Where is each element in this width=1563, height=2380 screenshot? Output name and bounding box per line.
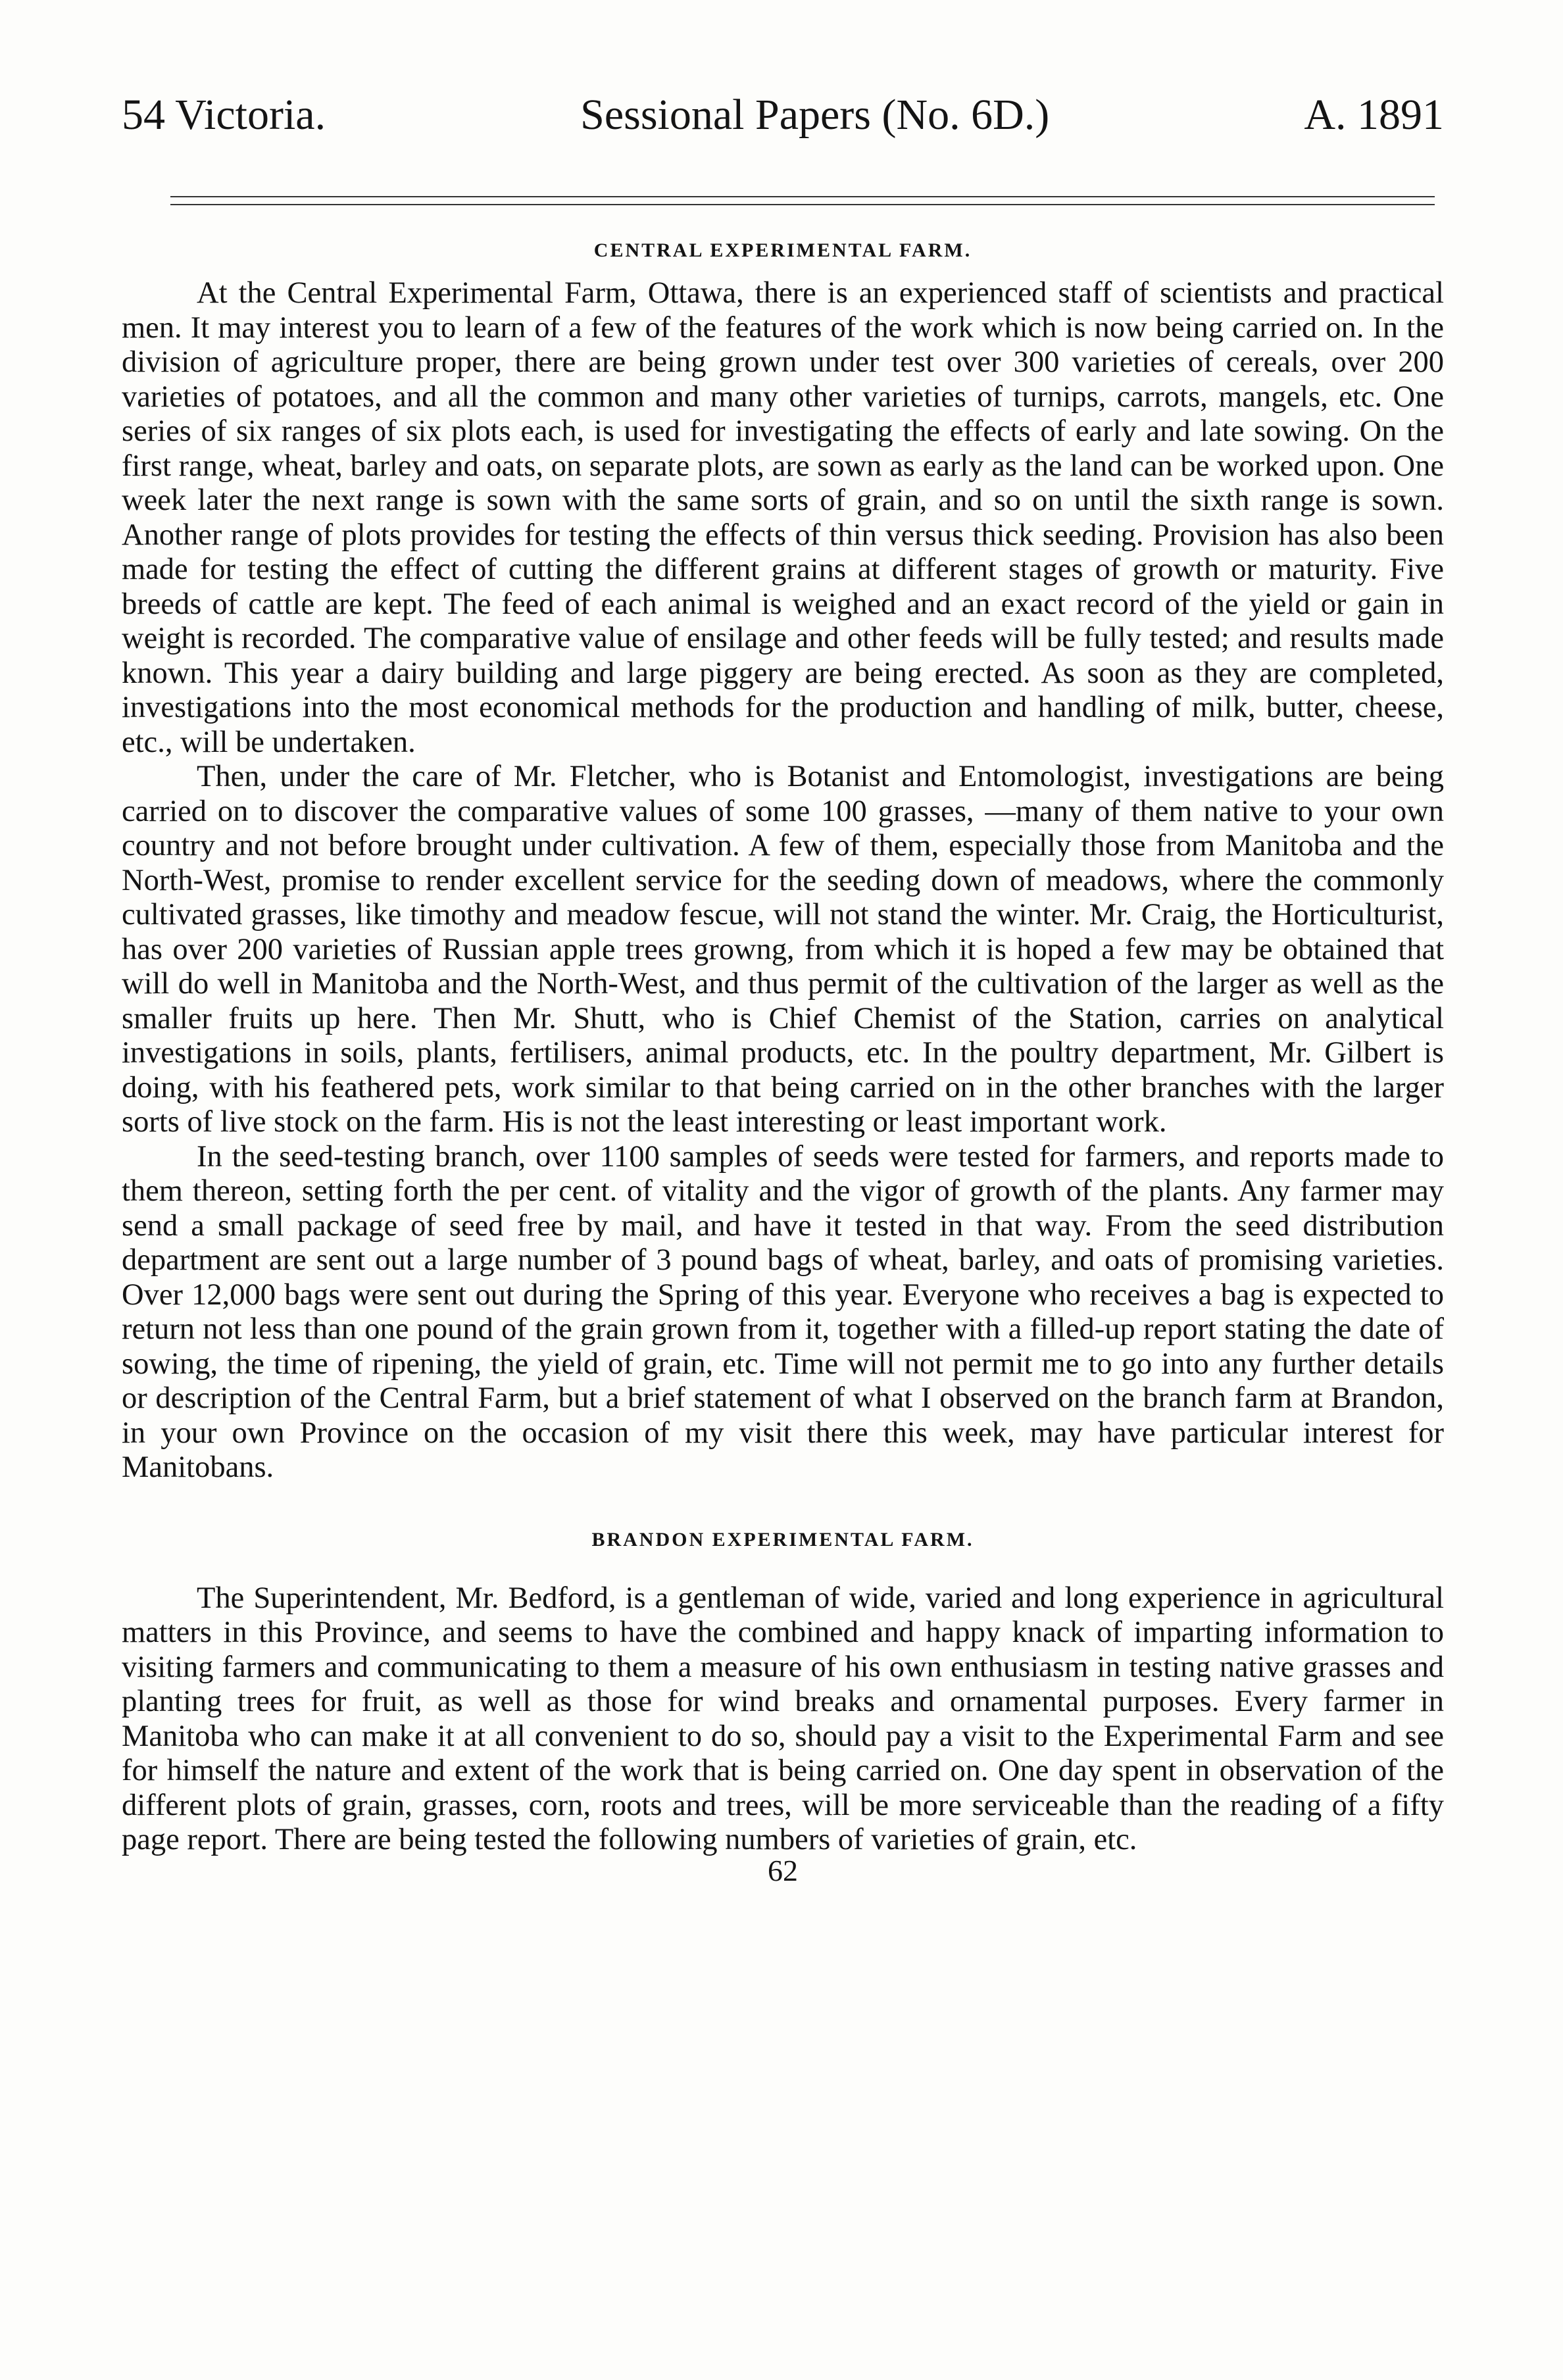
header-title: Sessional Papers (No. 6D.): [580, 91, 1050, 139]
paragraph-central-1: At the Central Experimental Farm, Ottawa, there is an experienced staff of scientists and practical men. It may interest you to learn of a few of the features of the work which is now being carried on. In the division of agriculture proper, there are being grown under test over 300 varieties of cereals, over 200 varieties of potatoes, and all the common and many other varieties of turnips, carrots, mangels, etc. One series of six ranges of six plots each, is used for investigating the effects of early and late sowing. On the first range, wheat, barley and oats, on separate plots, are sown as early as the land can be worked upon. One week later the next range is sown with the same sorts of grain, and so on until the sixth range is sown. Another range of plots provides for testing the effects of thin versus thick seeding. Provision has also been made for testing the effect of cutting the different grains at different stages of growth or maturity. Five breeds of cattle are kept. The feed of each animal is weighed and an exact record of the yield or gain in weight is recorded. The comparative value of ensilage and other feeds will be fully tested; and results made known. This year a dairy building and large piggery are being erected. As soon as they are completed, investigations into the most economical methods for the production and handling of milk, butter, cheese, etc., will be undertaken.: [122, 276, 1444, 759]
header-rule: [170, 196, 1435, 205]
paragraph-central-3: In the seed-testing branch, over 1100 samples of seeds were tested for farmers, and reports made to them thereon, setting forth the per cent. of vitality and the vigor of growth of the plants. Any farmer may send a small package of seed free by mail, and have it tested in that way. From the seed distribution department are sent out a large number of 3 pound bags of wheat, barley, and oats of promising varieties. Over 12,000 bags were sent out during the Spring of this year. Everyone who receives a bag is expected to return not less than one pound of the grain grown from it, together with a filled-up report stating the date of sowing, the time of ripening, the yield of grain, etc. Time will not permit me to go into any further details or description of the Central Farm, but a brief statement of what I observed on the branch farm at Brandon, in your own Province on the occasion of my visit there this week, may have particular interest for Manitobans.: [122, 1139, 1444, 1484]
section-title-central-farm: CENTRAL EXPERIMENTAL FARM.: [593, 239, 972, 261]
header-year: A. 1891: [1304, 91, 1444, 139]
header-session: 54 Victoria.: [122, 91, 326, 139]
document-page: [122, 86, 1444, 1887]
page-number: 62: [768, 1853, 798, 1887]
paragraph-brandon-1: The Superintendent, Mr. Bedford, is a gentleman of wide, varied and long experience in agricultural matters in this Province, and seems to have the combined and happy knack of imparting information to visiting farmers and communicating to them a measure of his own enthusiasm in testing native grasses and planting trees for fruit, as well as those for wind breaks and ornamental purposes. Every farmer in Manitoba who can make it at all convenient to do so, should pay a visit to the Experimental Farm and see for himself the nature and extent of the work that is being carried on. One day spent in observation of the different plots of grain, grasses, corn, roots and trees, will be more serviceable than the reading of a fifty page report. There are being tested the following numbers of varieties of grain, etc.: [122, 1581, 1444, 1856]
section-title-brandon-farm: BRANDON EXPERIMENTAL FARM.: [591, 1528, 974, 1550]
running-header: [122, 86, 1444, 145]
paragraph-central-2: Then, under the care of Mr. Fletcher, who is Botanist and Entomologist, investigations are being carried on to discover the comparative values of some 100 grasses, —many of them native to your own country and not before brought under cultivation. A few of them, especially those from Manitoba and the North-West, promise to render excellent service for the seeding down of meadows, where the commonly cultivated grasses, like timothy and meadow fescue, will not stand the winter. Mr. Craig, the Horticulturist, has over 200 varieties of Russian apple trees growng, from which it is hoped a few may be obtained that will do well in Manitoba and the North-West, and thus permit of the cultivation of the larger as well as the smaller fruits up here. Then Mr. Shutt, who is Chief Chemist of the Station, carries on analytical investigations in soils, plants, fertilisers, animal products, etc. In the poultry department, Mr. Gilbert is doing, with his feathered pets, work similar to that being carried on in the other branches with the larger sorts of live stock on the farm. His is not the least interesting or least important work.: [122, 760, 1444, 1139]
